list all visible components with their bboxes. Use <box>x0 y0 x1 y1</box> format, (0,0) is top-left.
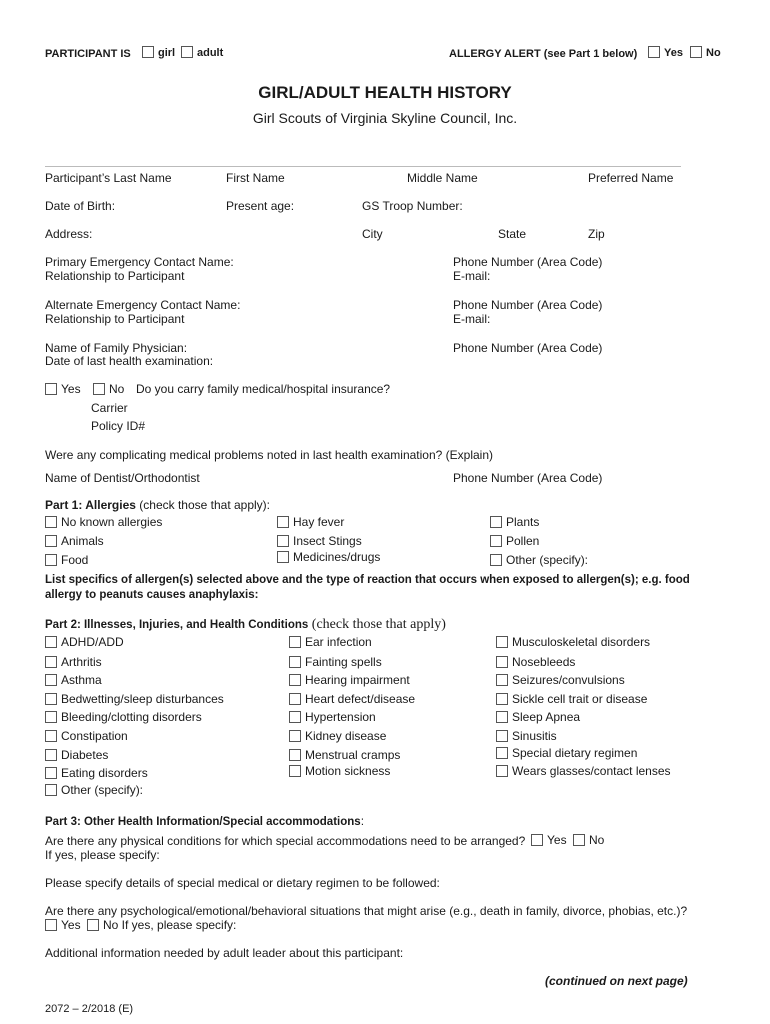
continued-note: (continued on next page) <box>545 974 688 988</box>
divider <box>45 166 681 167</box>
accommodations-no-option[interactable]: No <box>573 833 604 847</box>
condition-checkbox[interactable] <box>45 767 57 779</box>
condition-option[interactable]: Hearing impairment <box>289 673 410 687</box>
condition-checkbox[interactable] <box>45 693 57 705</box>
allergy-option[interactable]: Insect Stings <box>277 534 362 548</box>
condition-option[interactable]: Constipation <box>45 729 128 743</box>
allergy-yes-option[interactable]: Yes <box>648 46 683 60</box>
alternate-relationship-label: Relationship to Participant <box>45 312 185 326</box>
condition-option[interactable]: Fainting spells <box>289 655 382 669</box>
insurance-yes-option[interactable]: Yes <box>45 382 81 396</box>
form-number: 2072 – 2/2018 (E) <box>45 1003 134 1015</box>
condition-option[interactable]: Bleeding/clotting disorders <box>45 710 202 724</box>
condition-checkbox[interactable] <box>45 784 57 796</box>
regimen-question: Please specify details of special medical or dietary regimen to be followed: <box>45 876 440 890</box>
allergy-checkbox[interactable] <box>45 535 57 547</box>
accommodations-yes-option[interactable]: Yes <box>531 833 567 847</box>
condition-checkbox[interactable] <box>289 674 301 686</box>
primary-phone-label: Phone Number (Area Code) <box>453 255 603 269</box>
participant-girl-option[interactable]: girl <box>142 46 175 60</box>
alternate-phone-label: Phone Number (Area Code) <box>453 298 603 312</box>
condition-checkbox[interactable] <box>289 693 301 705</box>
condition-option[interactable]: Special dietary regimen <box>496 746 637 760</box>
accommodations-question: Are there any physical conditions for which special accommodations need to be arranged? <box>45 834 526 848</box>
condition-checkbox[interactable] <box>45 711 57 723</box>
condition-checkbox[interactable] <box>496 636 508 648</box>
insurance-no-checkbox[interactable] <box>93 383 105 395</box>
part1-heading: Part 1: Allergies (check those that apply): <box>45 498 271 512</box>
allergy-checkbox[interactable] <box>490 554 502 566</box>
page-title: GIRL/ADULT HEALTH HISTORY <box>258 83 512 102</box>
accommodations-yes-checkbox[interactable] <box>531 834 543 846</box>
condition-option[interactable]: Hypertension <box>289 710 376 724</box>
allergy-option[interactable]: Hay fever <box>277 515 344 529</box>
adult-checkbox[interactable] <box>181 46 193 58</box>
condition-checkbox[interactable] <box>289 656 301 668</box>
allergy-checkbox[interactable] <box>45 516 57 528</box>
allergy-option[interactable]: No known allergies <box>45 515 162 529</box>
page-subtitle: Girl Scouts of Virginia Skyline Council, Inc. <box>252 110 518 126</box>
condition-checkbox[interactable] <box>45 656 57 668</box>
psych-no-checkbox[interactable] <box>87 919 99 931</box>
condition-option[interactable]: Heart defect/disease <box>289 692 415 706</box>
troop-number-label: GS Troop Number: <box>362 199 463 213</box>
alternate-contact-label: Alternate Emergency Contact Name: <box>45 298 241 312</box>
condition-checkbox[interactable] <box>496 656 508 668</box>
allergy-no-option[interactable]: No <box>690 46 721 60</box>
last-name-label: Participant’s Last Name <box>45 171 172 185</box>
condition-option[interactable]: Asthma <box>45 673 102 687</box>
present-age-label: Present age: <box>226 199 295 213</box>
condition-option[interactable]: Seizures/convulsions <box>496 673 625 687</box>
condition-option[interactable]: Musculoskeletal disorders <box>496 635 650 649</box>
psych-yes-option[interactable]: Yes <box>45 918 81 932</box>
complicating-problems-question: Were any complicating medical problems noted in last health examination? (Explain) <box>45 448 494 462</box>
condition-option[interactable]: Sleep Apnea <box>496 710 580 724</box>
physician-phone-label: Phone Number (Area Code) <box>453 341 603 355</box>
first-name-label: First Name <box>226 171 285 185</box>
primary-email-label: E-mail: <box>453 269 491 283</box>
accommodations-if-yes: If yes, please specify: <box>45 848 160 862</box>
condition-checkbox[interactable] <box>496 747 508 759</box>
allergy-checkbox[interactable] <box>277 535 289 547</box>
girl-checkbox[interactable] <box>142 46 154 58</box>
psych-no-option[interactable]: No If yes, please specify: <box>87 918 236 932</box>
participant-adult-option[interactable]: adult <box>181 46 223 60</box>
condition-option[interactable]: Kidney disease <box>289 729 386 743</box>
condition-option[interactable]: Sickle cell trait or disease <box>496 692 647 706</box>
condition-option[interactable]: Other (specify): <box>45 783 143 797</box>
allergy-option[interactable]: Food <box>45 553 88 567</box>
condition-option[interactable]: Nosebleeds <box>496 655 575 669</box>
allergy-alert-label: ALLERGY ALERT (see Part 1 below) <box>449 48 638 60</box>
additional-info-label: Additional information needed by adult leader about this participant: <box>45 946 404 960</box>
allergy-checkbox[interactable] <box>45 554 57 566</box>
allergy-option[interactable]: Plants <box>490 515 539 529</box>
allergy-option[interactable]: Medicines/drugs <box>277 550 380 564</box>
preferred-name-label: Preferred Name <box>588 171 674 185</box>
insurance-yes-checkbox[interactable] <box>45 383 57 395</box>
psych-question: Are there any psychological/emotional/behavioral situations that might arise (e.g., death in family, divorce, phobias, etc.)? <box>45 904 688 918</box>
condition-checkbox[interactable] <box>289 636 301 648</box>
condition-checkbox[interactable] <box>496 765 508 777</box>
allergy-checkbox[interactable] <box>490 535 502 547</box>
insurance-no-option[interactable]: No <box>93 382 124 396</box>
condition-checkbox[interactable] <box>496 674 508 686</box>
policy-id-label: Policy ID# <box>91 419 146 433</box>
condition-option[interactable]: Bedwetting/sleep disturbances <box>45 692 224 706</box>
allergen-specifics-line2: allergy to peanuts causes anaphylaxis: <box>45 589 259 601</box>
allergy-option[interactable]: Other (specify): <box>490 553 588 567</box>
state-label: State <box>498 227 527 241</box>
allergy-checkbox[interactable] <box>277 551 289 563</box>
condition-checkbox[interactable] <box>496 693 508 705</box>
condition-checkbox[interactable] <box>45 674 57 686</box>
condition-checkbox[interactable] <box>289 765 301 777</box>
condition-option[interactable]: Wears glasses/contact lenses <box>496 764 671 778</box>
zip-label: Zip <box>588 227 605 241</box>
primary-contact-label: Primary Emergency Contact Name: <box>45 255 234 269</box>
condition-option[interactable]: Diabetes <box>45 748 108 762</box>
condition-option[interactable]: ADHD/ADD <box>45 635 124 649</box>
primary-relationship-label: Relationship to Participant <box>45 269 185 283</box>
allergen-specifics-line1: List specifics of allergen(s) selected above and the type of reaction that occurs when exposed to allergen(s); e.g. food <box>45 574 690 586</box>
part3-heading: Part 3: Other Health Information/Special accommodations: <box>45 814 365 828</box>
condition-option[interactable]: Arthritis <box>45 655 102 669</box>
participant-is-label: PARTICIPANT IS <box>45 48 131 60</box>
condition-checkbox[interactable] <box>45 730 57 742</box>
allergy-no-checkbox[interactable] <box>690 46 702 58</box>
allergy-option[interactable]: Pollen <box>490 534 539 548</box>
last-exam-label: Date of last health examination: <box>45 354 214 368</box>
psych-yes-checkbox[interactable] <box>45 919 57 931</box>
condition-checkbox[interactable] <box>289 749 301 761</box>
allergy-yes-checkbox[interactable] <box>648 46 660 58</box>
accommodations-no-checkbox[interactable] <box>573 834 585 846</box>
middle-name-label: Middle Name <box>407 171 478 185</box>
carrier-label: Carrier <box>91 401 128 415</box>
condition-checkbox[interactable] <box>45 749 57 761</box>
condition-checkbox[interactable] <box>289 711 301 723</box>
condition-option[interactable]: Menstrual cramps <box>289 748 400 762</box>
insurance-question: Do you carry family medical/hospital insurance? <box>136 382 391 396</box>
condition-checkbox[interactable] <box>289 730 301 742</box>
condition-checkbox[interactable] <box>45 636 57 648</box>
part2-heading: Part 2: Illnesses, Injuries, and Health Conditions (check those that apply) <box>45 617 446 632</box>
condition-option[interactable]: Sinusitis <box>496 729 557 743</box>
allergy-checkbox[interactable] <box>277 516 289 528</box>
condition-option[interactable]: Eating disorders <box>45 766 148 780</box>
dob-label: Date of Birth: <box>45 199 116 213</box>
address-label: Address: <box>45 227 93 241</box>
allergy-checkbox[interactable] <box>490 516 502 528</box>
condition-option[interactable]: Ear infection <box>289 635 372 649</box>
condition-option[interactable]: Motion sickness <box>289 764 390 778</box>
dentist-phone-label: Phone Number (Area Code) <box>453 471 603 485</box>
allergy-option[interactable]: Animals <box>45 534 104 548</box>
dentist-label: Name of Dentist/Orthodontist <box>45 471 200 485</box>
condition-checkbox[interactable] <box>496 730 508 742</box>
city-label: City <box>362 227 383 241</box>
alternate-email-label: E-mail: <box>453 312 491 326</box>
physician-label: Name of Family Physician: <box>45 341 188 355</box>
condition-checkbox[interactable] <box>496 711 508 723</box>
